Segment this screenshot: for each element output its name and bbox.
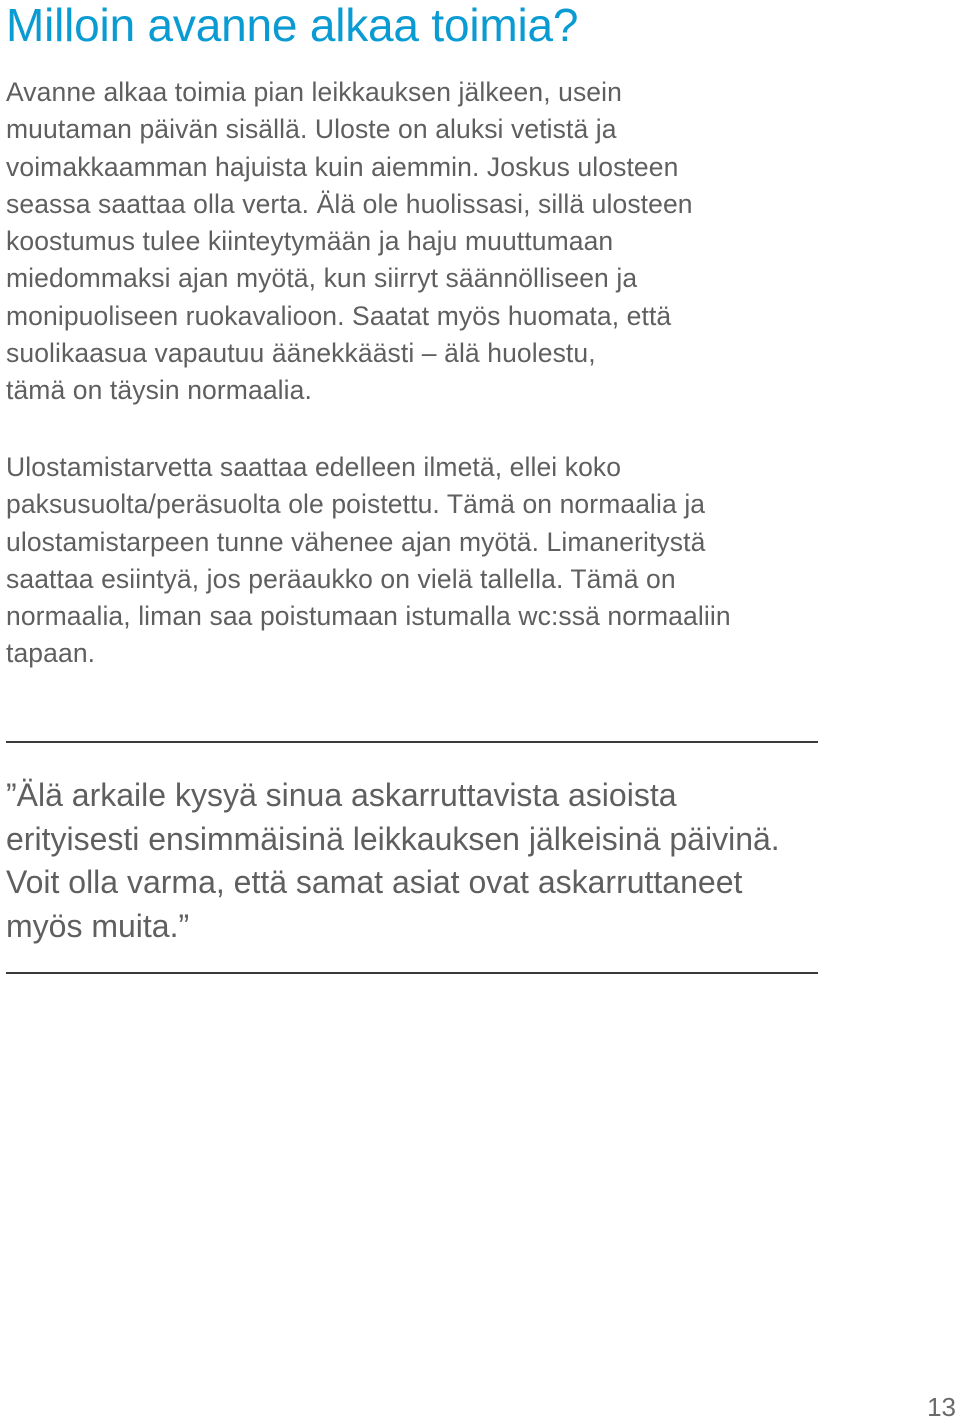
paragraph-line: paksusuolta/peräsuolta ole poistettu. Tämä on normaalia ja [6, 489, 706, 520]
paragraph-line: seassa saattaa olla verta. Älä ole huolissasi, sillä ulosteen [6, 188, 693, 219]
page-number: 13 [927, 1392, 956, 1422]
paragraph-details [6, 449, 866, 673]
quote-line: ”Älä arkaile kysyä sinua askarruttavista asioista [6, 777, 677, 813]
page-title: Milloin avanne alkaa toimia? [6, 0, 579, 51]
quote-line: erityisesti ensimmäisinä leikkauksen jälkeisinä päivinä. [6, 820, 780, 857]
paragraph-intro [6, 74, 866, 410]
quote-divider-top [6, 741, 818, 743]
pull-quote [6, 774, 780, 948]
paragraph-line: suolikaasua vapautuu äänekkäästi – älä huolestu, [6, 338, 596, 369]
paragraph-line: Ulostamistarvetta saattaa edelleen ilmetä, ellei koko [6, 452, 622, 482]
paragraph-line: Avanne alkaa toimia pian leikkauksen jälkeen, usein [6, 77, 622, 107]
paragraph-line: tämä on täysin normaalia. [6, 375, 312, 406]
paragraph-line: monipuoliseen ruokavalioon. Saatat myös huomata, että [6, 300, 672, 331]
quote-line: Voit olla varma, että samat asiat ovat askarruttaneet [6, 864, 743, 900]
quote-line: myös muita.” [6, 907, 190, 944]
paragraph-line: saattaa esiintyä, jos peräaukko on vielä tallella. Tämä on [6, 563, 676, 594]
paragraph-line: muutaman päivän sisällä. Uloste on aluksi vetistä ja [6, 114, 617, 145]
quote-divider-bottom [6, 972, 818, 974]
paragraph-line: koostumus tulee kiinteytymään ja haju muuttumaan [6, 226, 614, 257]
paragraph-line: ulostamistarpeen tunne vähenee ajan myötä. Limaneritystä [6, 526, 706, 557]
paragraph-line: miedommaksi ajan myötä, kun siirryt säännölliseen ja [6, 263, 638, 294]
paragraph-line: voimakkaamman hajuista kuin aiemmin. Joskus ulosteen [6, 151, 679, 182]
paragraph-line: normaalia, liman saa poistumaan istumalla wc:ssä normaaliin [6, 601, 731, 632]
paragraph-line: tapaan. [6, 638, 96, 669]
